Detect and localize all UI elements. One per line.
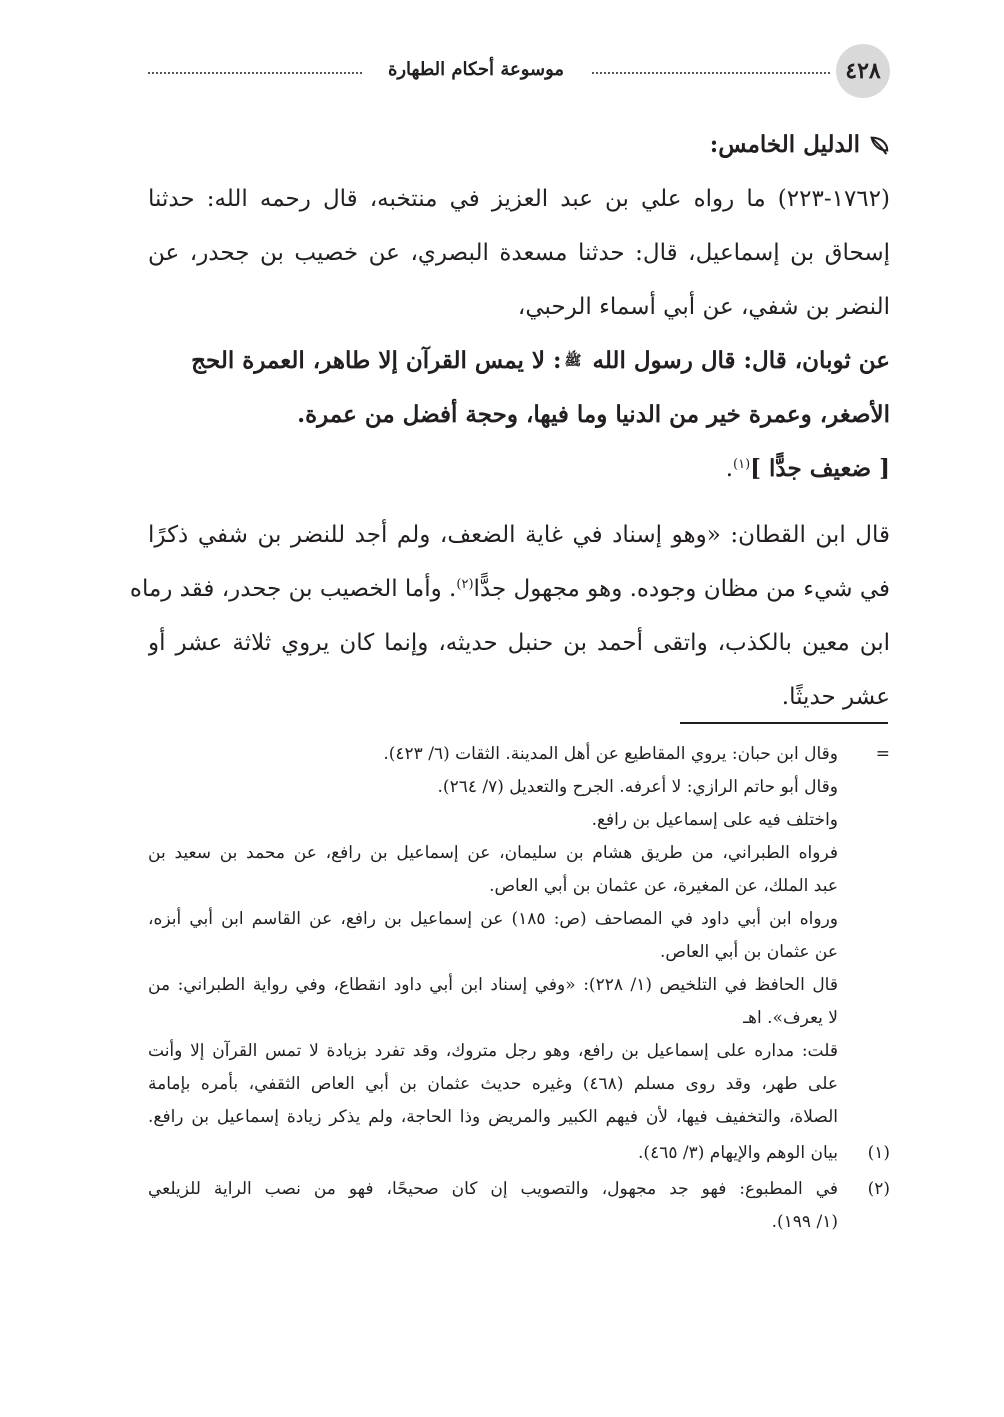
footnote-text: وقال ابن حبان: يروي المقاطيع عن أهل المدينة. الثقات (٦/ ٤٢٣). xyxy=(383,744,838,764)
footnote-line xyxy=(148,903,890,936)
footnote-line xyxy=(148,804,890,837)
footnote-line xyxy=(148,936,890,969)
footnote-text: (١/ ١٩٩). xyxy=(771,1212,838,1232)
footnote-text: في المطبوع: فهو جد مجهول، والتصويب إن كان صحيحًا، فهو من نصب الراية للزيلعي xyxy=(148,1179,838,1199)
footnote-text: على طهر، وقد روى مسلم (٤٦٨) وغيره حديث عثمان بن أبي العاص الثقفي، بأمره بإمامة xyxy=(148,1074,838,1094)
grading-text: [ ضعيف جدًّا ] xyxy=(750,455,890,482)
footnote-line xyxy=(148,969,890,1002)
running-title: موسوعة أحكام الطهارة xyxy=(387,59,565,80)
header-leader-right xyxy=(592,62,830,74)
footnote-number: (١) xyxy=(867,1143,890,1163)
footnote-text: قال الحافظ في التلخيص (١/ ٢٢٨): «وفي إسناد ابن أبي داود انقطاع، وفي رواية الطبراني: من xyxy=(148,975,838,995)
paragraph-gap xyxy=(148,496,890,508)
commentary-text: في شيء من مظان وجوده. وهو مجهول جدًّا xyxy=(473,576,890,602)
text-line: النضر بن شفي، عن أبي أسماء الرحبي، xyxy=(517,294,890,320)
footnote-line xyxy=(148,1035,890,1068)
footnote-line xyxy=(148,870,890,903)
continuation-marker: = xyxy=(875,744,890,764)
footnote-line xyxy=(148,771,890,804)
hadith-line: الأصغر، وعمرة خير من الدنيا وما فيها، وحجة أفضل من عمرة. xyxy=(297,401,890,428)
footnote-ref[interactable]: (١) xyxy=(733,457,751,472)
footnote-line xyxy=(148,1068,890,1101)
main-text xyxy=(129,118,890,724)
footnote-text: الصلاة، والتخفيف فيها، لأن فيهم الكبير والمريض وذا الحاجة، ولم يذكر زيادة إسماعيل بن رافع. xyxy=(148,1107,838,1127)
footnote-ref[interactable]: (٢) xyxy=(456,577,474,592)
footnotes xyxy=(148,738,890,1239)
commentary-line: قال ابن القطان: «وهو إسناد في غاية الضعف، ولم أجد للنضر بن شفي ذكرًا xyxy=(148,522,890,548)
section-heading xyxy=(148,118,890,172)
footnote-separator xyxy=(680,722,888,724)
footnote-text: ورواه ابن أبي داود في المصاحف (ص: ١٨٥) عن إسماعيل بن رافع، عن القاسم ابن أبي أبزه، xyxy=(148,909,838,929)
footnote-text: فرواه الطبراني، من طريق هشام بن سليمان، عن إسماعيل بن رافع، عن محمد بن سعيد بن xyxy=(148,843,838,863)
footnote-text: بيان الوهم والإيهام (٣/ ٤٦٥). xyxy=(638,1143,838,1163)
hadith-line xyxy=(148,334,890,388)
salutation-glyph: ﷺ xyxy=(564,353,582,369)
footnote-line xyxy=(148,738,890,771)
footnote-text: عن عثمان بن أبي العاص. xyxy=(659,942,838,962)
grading-line xyxy=(148,442,890,496)
section-heading-text: الدليل الخامس: xyxy=(709,131,860,158)
commentary-line: عشر حديثًا. xyxy=(781,684,890,710)
page-number: ٤٢٨ xyxy=(836,44,890,98)
footnote-text: لا يعرف». اهـ xyxy=(743,1008,838,1028)
hadith-text: : لا يمس القرآن إلا طاهر، العمرة الحج xyxy=(191,347,562,374)
footnote-text: قلت: مداره على إسماعيل بن رافع، وهو رجل متروك، وقد تفرد بزيادة لا تمس القرآن إلا وأنت xyxy=(148,1041,838,1061)
text-line: (١٧٦٢-٢٢٣) ما رواه علي بن عبد العزيز في منتخبه، قال رحمه الله: حدثنا xyxy=(148,186,890,212)
footnote-line xyxy=(148,837,890,870)
text-line: إسحاق بن إسماعيل، قال: حدثنا مسعدة البصري، عن خصيب بن جحدر، عن xyxy=(148,240,890,266)
footnote-1 xyxy=(148,1137,890,1170)
hadith-text: عن ثوبان، قال: قال رسول الله xyxy=(592,347,890,374)
commentary-line xyxy=(129,562,890,616)
commentary-text: . وأما الخصيب بن جحدر، فقد رماه xyxy=(129,576,457,602)
leaf-ornament-icon xyxy=(868,134,890,156)
commentary-line: ابن معين بالكذب، واتقى أحمد بن حنبل حديثه، وإنما كان يروي ثلاثة عشر أو xyxy=(148,630,890,656)
footnote-line xyxy=(148,1206,890,1239)
grading-period: . xyxy=(725,456,734,482)
footnote-2 xyxy=(148,1173,890,1206)
footnote-text: وقال أبو حاتم الرازي: لا أعرفه. الجرح والتعديل (٧/ ٢٦٤). xyxy=(437,777,838,797)
footnote-number: (٢) xyxy=(867,1179,890,1199)
header-leader-left xyxy=(148,62,362,74)
footnote-line xyxy=(148,1101,890,1134)
footnote-text: واختلف فيه على إسماعيل بن رافع. xyxy=(591,810,838,830)
footnote-text: عبد الملك، عن المغيرة، عن عثمان بن أبي العاص. xyxy=(489,876,838,896)
footnote-line xyxy=(148,1002,890,1035)
